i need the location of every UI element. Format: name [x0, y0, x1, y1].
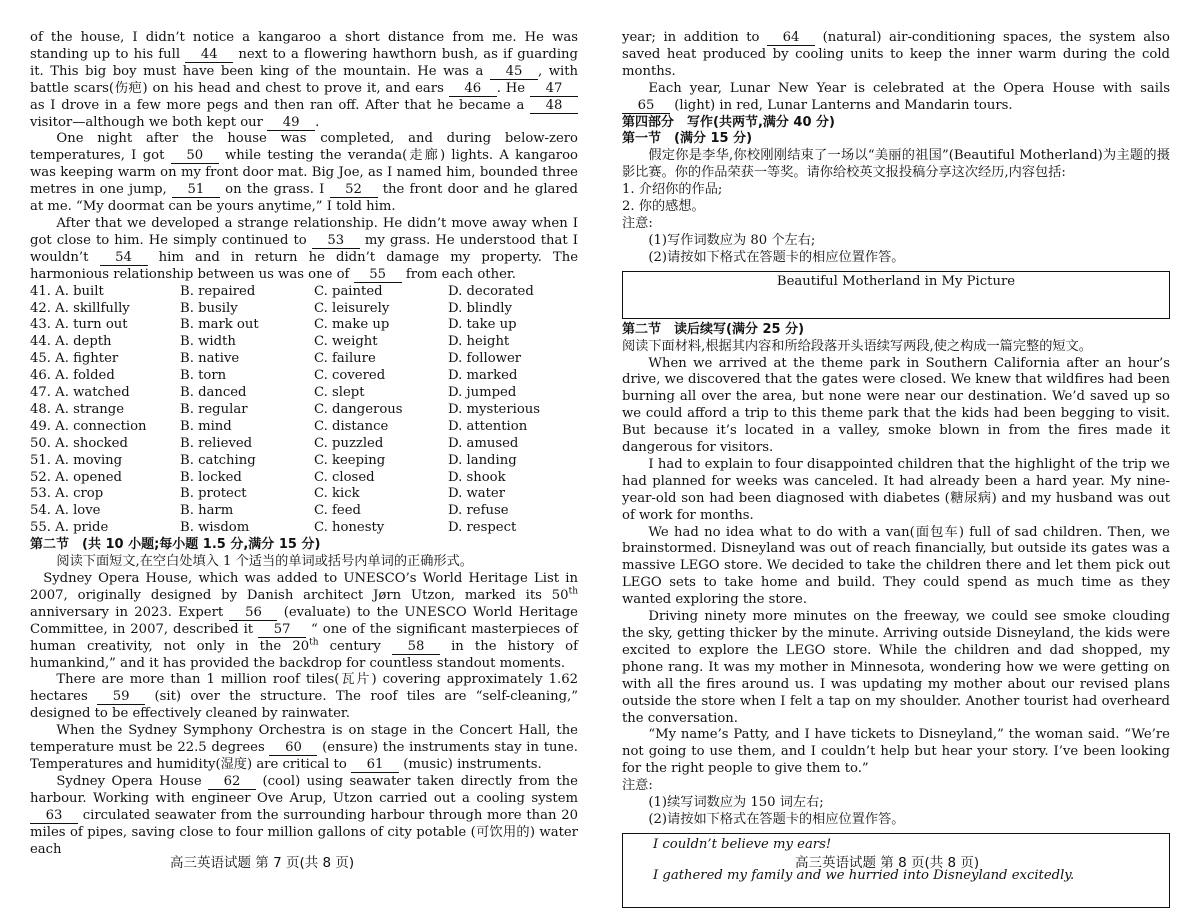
- option-row-52: 52. A. opened B. locked C. closed D. shook: [30, 469, 506, 485]
- section-1-note-1: (1)写作词数应为 80 个左右;: [648, 232, 816, 248]
- blank-45: 45: [490, 65, 538, 80]
- cloze-paragraph-1: of the house, I didn’t notice a kangaroo a short distance from me. He was standing up to his full 44 next to a flowering hawthorn bush, as if guarding it. This big boy must have been king of the mountain. He was a 45 , with battle scars(伤疤) on his head and chest to prove it, and ears 46 . He 47 as I drove in a few more pegs and then ran off. After that he became a 48 visitor—although we both kept our 49 .: [30, 30, 578, 130]
- option-row-41: 41. A. built B. repaired C. painted D. decorated: [30, 283, 534, 299]
- opera-paragraph-3: When the Sydney Symphony Orchestra is on stage in the Concert Hall, the temperature must be 22.5 degrees 60 (ensure) the instruments stay in tune. Temperatures and humidity(湿度) are critical to 61 (music) instruments.: [30, 723, 578, 772]
- left-page: [30, 30, 578, 858]
- option-row-48: 48. A. strange B. regular C. dangerous D. mysterious: [30, 401, 541, 417]
- section-1-note-label: 注意:: [622, 215, 653, 231]
- answer-box-1-title: Beautiful Motherland in My Picture: [776, 273, 1016, 289]
- section-2-note-2: (2)请按如下格式在答题卡的相应位置作答。: [648, 811, 905, 827]
- story-paragraph-1: When we arrived at the theme park in Southern California after an hour’s drive, we discovered that the gates were closed. We knew that wildfires had been burning all over the area, but none were near our destination. We’d saved up so we could afford a trip to this theme park that the kids had been begging to visit. But because it’s located in a valley, smoke blown in from the fires made it dangerous for visitors.: [622, 355, 1170, 456]
- option-row-49: 49. A. connection B. mind C. distance D. attention: [30, 418, 528, 434]
- option-row-51: 51. A. moving B. catching C. keeping D. landing: [30, 452, 517, 468]
- option-row-50: 50. A. shocked B. relieved C. puzzled D. amused: [30, 435, 519, 451]
- section-1-note-2: (2)请按如下格式在答题卡的相应位置作答。: [648, 249, 905, 265]
- section-2-writing-instruction: 阅读下面材料,根据其内容和所给段落开头语续写两段,使之构成一篇完整的短文。: [622, 338, 1092, 354]
- option-row-54: 54. A. love B. harm C. feed D. refuse: [30, 503, 509, 519]
- blank-50: 50: [171, 149, 219, 164]
- page-footer-left: 高三英语试题 第 7 页(共 8 页): [170, 855, 355, 871]
- blank-63: 63: [30, 809, 78, 824]
- option-row-43: 43. A. turn out B. mark out C. make up D. take up: [30, 317, 517, 333]
- blank-64: 64: [767, 31, 815, 46]
- blank-65: 65: [622, 99, 670, 114]
- blank-48: 48: [530, 99, 578, 114]
- option-row-44: 44. A. depth B. width C. weight D. height: [30, 334, 510, 350]
- blank-57: 57: [258, 623, 306, 638]
- cloze-paragraph-2: One night after the house was completed, and during below-zero temperatures, I got 50 while testing the veranda(走廊) lights. A kangaroo was keeping warm on my front door mat. Big Joe, as I named him, bounded three metres in one jump, 51 on the grass. I 52 the front door and he glared at me. “My doormat can be yours anytime,” I told him.: [30, 131, 578, 215]
- blank-54: 54: [100, 251, 148, 266]
- story-paragraph-4: Driving ninety more minutes on the freeway, we could see smoke clouding the sky, getting thicker by the minute. Arriving outside Disneyland, the kids were excited to explore the LEGO store. While the children and dad shopped, my phone rang. It was my mother in Minnesota, wondering how we were getting on with all the fires around us. I was updating my mother about our revised plans outside the store when I felt a tap on my shoulder. Another tourist had overheard the conversation.: [622, 609, 1170, 726]
- section-2-note-1: (1)续写词数应为 150 词左右;: [648, 795, 824, 811]
- section-1-point-1: 1. 介绍你的作品;: [622, 182, 723, 198]
- opera-paragraph-5: Each year, Lunar New Year is celebrated at the Opera House with sails 65 (light) in red, Lunar Lanterns and Mandarin tours.: [622, 81, 1170, 115]
- blank-58: 58: [392, 640, 440, 655]
- option-row-42: 42. A. skillfully B. busily C. leisurely D. blindly: [30, 300, 512, 316]
- blank-49: 49: [267, 116, 315, 131]
- continuation-opener-2: I gathered my family and we hurried into Disneyland excitedly.: [653, 867, 1075, 883]
- blank-51: 51: [172, 183, 220, 198]
- blank-59: 59: [97, 690, 145, 705]
- opera-paragraph-2: There are more than 1 million roof tiles(瓦片) covering approximately 1.62 hectares 59 (sit) over the structure. The roof tiles are “self-cleaning,” designed to be effectively cleaned by rainwater.: [30, 672, 578, 722]
- blank-62: 62: [208, 775, 256, 790]
- section-1-prompt: 假定你是李华,你校刚刚结束了一场以“美丽的祖国”(Beautiful Motherland)为主题的摄影比赛。你的作品荣获一等奖。请你给校英文报投稿分享这次经历,内容包括:: [622, 148, 1170, 181]
- story-paragraph-2: I had to explain to four disappointed children that the highlight of the trip we had planned for weeks was canceled. It had already been a hard year. My nine-year-old son had been diagnosed with diabetes (糖尿病) and my husband was out of work for months.: [622, 456, 1170, 523]
- section-1-point-2: 2. 你的感想。: [622, 199, 705, 215]
- opera-paragraph-4: Sydney Opera House 62 (cool) using seawater taken directly from the harbour. Working with engineer Ove Arup, Utzon carried out a cooling system 63 circulated seawater from the surrounding harbour through more than 20 miles of pipes, saving close to four million gallons of city potable (可饮用的) water each: [30, 773, 578, 857]
- blank-55: 55: [354, 268, 402, 283]
- option-row-53: 53. A. crop B. protect C. kick D. water: [30, 486, 506, 502]
- blank-46: 46: [449, 82, 497, 97]
- cloze-paragraph-3: After that we developed a strange relationship. He didn’t move away when I got close to him. He simply continued to 53 my grass. He understood that I wouldn’t 54 him and in return he didn’t damage my property. The harmonious relationship between us was one of 55 from each other.: [30, 215, 578, 282]
- part-4-heading: 第四部分 写作(共两节,满分 40 分): [622, 114, 835, 130]
- section-2-writing-heading: 第二节 读后续写(满分 25 分): [622, 321, 805, 337]
- story-paragraph-5: “My name’s Patty, and I have tickets to Disneyland,” the woman said. “We’re not going to use them, and I couldn’t help but hear your story. I’ve been looking for the right people to give them to.”: [622, 727, 1170, 777]
- option-row-55: 55. A. pride B. wisdom C. honesty D. respect: [30, 520, 517, 536]
- right-page: [622, 30, 1170, 911]
- blank-52: 52: [330, 183, 378, 198]
- section-1-heading: 第一节 (满分 15 分): [622, 131, 753, 147]
- blank-53: 53: [312, 234, 360, 249]
- blank-60: 60: [269, 741, 317, 756]
- story-paragraph-3: We had no idea what to do with a van(面包车) full of sad children. Then, we brainstormed. Disneyland was out of reach financially, but outside its gates was a massive LEGO store. We decided to take the children there and let them pick out LEGO sets to take home and build. They could spend as much time as they wanted exploring the store.: [622, 524, 1170, 608]
- answer-box-1: [622, 271, 1170, 319]
- blank-44: 44: [185, 48, 233, 63]
- section-2-heading: 第二节 (共 10 小题;每小题 1.5 分,满分 15 分): [30, 537, 321, 553]
- section-2-note-label: 注意:: [622, 778, 653, 794]
- blank-47: 47: [530, 82, 578, 97]
- options-list: [30, 284, 578, 538]
- opera-paragraph-4-cont: year; in addition to 64 (natural) air-conditioning spaces, the system also saved heat produced by cooling units to keep the inner warm during the cold months.: [622, 30, 1170, 79]
- section-2-instruction: 阅读下面短文,在空白处填入 1 个适当的单词或括号内单词的正确形式。: [56, 554, 473, 570]
- page-footer-right: 高三英语试题 第 8 页(共 8 页): [795, 855, 980, 871]
- option-row-47: 47. A. watched B. danced C. slept D. jumped: [30, 385, 517, 401]
- blank-61: 61: [351, 758, 399, 773]
- option-row-46: 46. A. folded B. torn C. covered D. marked: [30, 368, 518, 384]
- blank-56: 56: [229, 606, 277, 621]
- option-row-45: 45. A. fighter B. native C. failure D. follower: [30, 351, 522, 367]
- opera-paragraph-1: Sydney Opera House, which was added to UNESCO’s World Heritage List in 2007, originally designed by Danish architect Jørn Utzon, marked its 50th anniversary in 2023. Expert 56 (evaluate) to the UNESCO World Heritage Committee, in 2007, described it 57 “ one of the significant masterpieces of human creativity, not only in the 20th century 58 in the history of humankind,” and it has provided the backdrop for countless standout moments.: [30, 571, 578, 671]
- continuation-opener-1: I couldn’t believe my ears!: [653, 836, 832, 852]
